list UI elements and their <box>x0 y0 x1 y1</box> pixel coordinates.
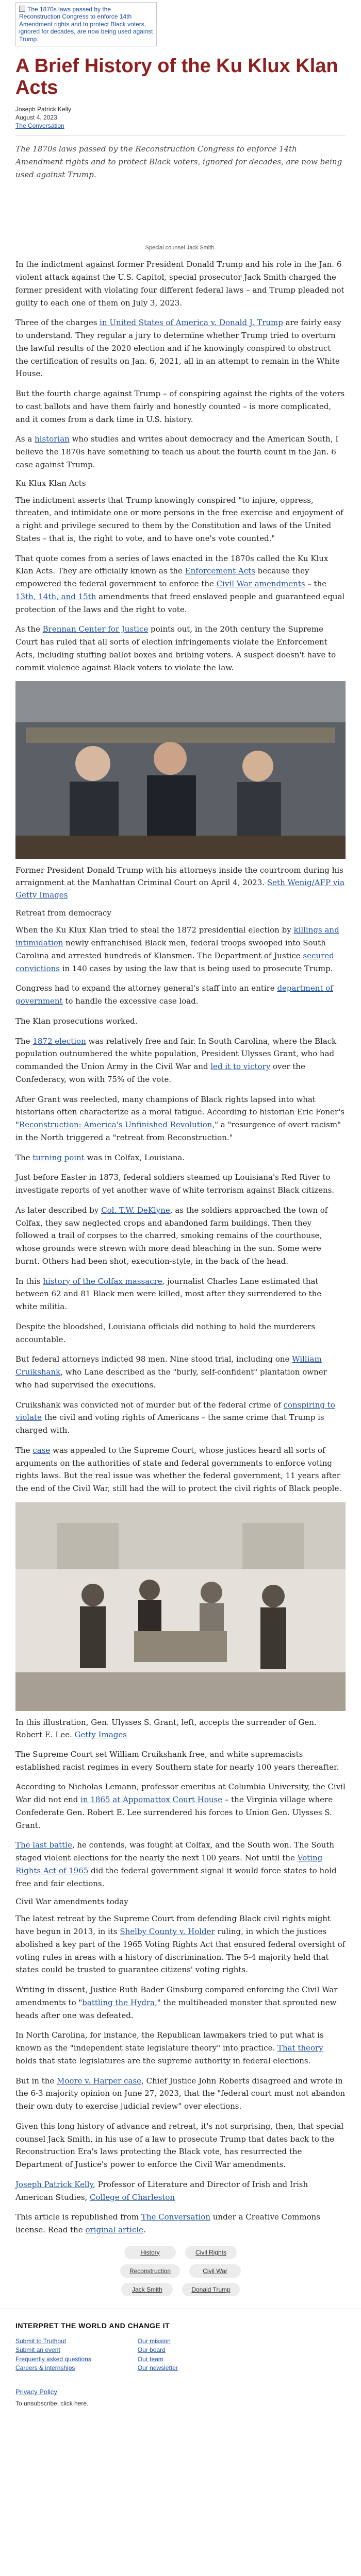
civil-war-amendments-link[interactable]: Civil War amendments <box>216 579 305 589</box>
paragraph: Three of the charges in United States of America v. Donald J. Trump are fairly easy to understand. They regular a jury to determine whether Trump tried to overturn the lawful results of the 2020 election and if he knowingly conspired to obstruct the certification of results on Jan. 6, 2021, all in an attempt to remain in the White House. <box>15 318 341 379</box>
footer-link-team[interactable]: Our team <box>137 2355 163 2363</box>
photo-caption: In this illustration, Gen. Ulysses S. Grant, left, accepts the surrender of Gen. Robert E. Lee. Getty Images <box>15 1717 317 1739</box>
paragraph: When the Ku Klux Klan tried to steal the 1872 presidential election by killings and intimidation newly enfranchised Black men, federal troops swooped into South Carolina and arrested hundreds of Klansmen. The Department of Justice secured convictions in 140 cases by using the law that is being used to prosecute Trump. <box>15 925 339 973</box>
section-heading: Civil War amendments today <box>15 1897 128 1907</box>
author-link[interactable]: Joseph Patrick Kelly <box>15 2179 93 2189</box>
tag-donald-trump[interactable]: Donald Trump <box>182 2283 239 2296</box>
paragraph: That quote comes from a series of laws enacted in the 1870s called the Ku Klux Klan Acts. They are officially known as the Enforcement Acts because they empowered the federal government to enforce the Civil War amendments – the 13th, 14th, and 15th amendments that freed enslaved people and guaranteed equal protection of the laws and the right to vote. <box>15 553 345 614</box>
paragraph: But in the Moore v. Harper case, Chief Justice John Roberts disagreed and wrote in the 6-3 majority opinion on June 27, 2023, that the "federal court must not abandon their own duty to exercise judicial review" over elections. <box>15 2076 346 2111</box>
publish-date: August 4, 2023 <box>15 113 57 121</box>
surrender-illustration <box>15 1502 346 1711</box>
deklyne-link[interactable]: Col. T.W. DeKlyne <box>101 1205 170 1215</box>
lede: The 1870s laws passed by the Reconstruction Congress to enforce 14th Amendment rights and to protect Black voters, ignored for decades, are now being used against Trump. <box>15 144 342 179</box>
tag-civil-rights[interactable]: Civil Rights <box>185 2246 237 2259</box>
paragraph: The indictment asserts that Trump knowingly conspired "to injure, oppress, threaten, and intimidate one or more persons in the free exercise and enjoyment of a right and privilege secured to them by the Constitution and laws of the United States – that is, the right to vote, and to have one's vote counted." <box>15 495 343 543</box>
election-1872-link[interactable]: 1872 election <box>32 1036 86 1046</box>
privacy-policy-link[interactable]: Privacy Policy <box>15 2388 57 2396</box>
photo-credit-link[interactable]: Getty Images <box>74 1730 127 1739</box>
case-link[interactable]: case <box>32 1445 51 1455</box>
section-heading: Ku Klux Klan Acts <box>15 478 86 488</box>
historian-link[interactable]: historian <box>35 434 70 444</box>
moore-harper-link[interactable]: Moore v. Harper case <box>57 2076 142 2086</box>
section-heading: Retreat from democracy <box>15 908 111 918</box>
footer-links <box>15 2337 346 2373</box>
article-container <box>15 0 346 2296</box>
footer-link-mission[interactable]: Our mission <box>137 2337 171 2345</box>
tag-jack-smith[interactable]: Jack Smith <box>121 2283 173 2296</box>
source-link[interactable]: The Conversation <box>15 122 64 129</box>
paragraph: According to Nicholas Lemann, professor emeritus at Columbia University, the Civil War did not end in 1865 at Appomattox Court House – the Virginia village where Confederate Gen. Robert E. Lee surrendered his forces to Union Gen. Ulysses S. Grant. <box>15 1782 346 1830</box>
paragraph: After Grant was reelected, many champions of Black rights lapsed into what historians often characterize as a moral fatigue. According to historian Eric Foner's "Reconstruction: America's Unfinished Revolution," a "resurgence of overt racism" in the North triggered a "retreat from Reconstruction." <box>15 1094 345 1142</box>
footer-link-submit[interactable]: Submit to Truthout <box>15 2337 67 2345</box>
cruikshank-link[interactable]: William Cruikshank <box>15 1354 322 1377</box>
paragraph: In this history of the Colfax massacre, journalist Charles Lane estimated that between 62 and 81 Black men were killed, most after they surrendered to the white militia. <box>15 1276 322 1312</box>
image-caption: Special counsel Jack Smith. <box>145 245 216 251</box>
turning-point-link[interactable]: turning point <box>32 1153 85 1162</box>
shelby-county-link[interactable]: Shelby County v. Holder <box>120 1927 215 1937</box>
paragraph: Given this long history of advance and retreat, it's not surprising, then, that special counsel Jack Smith, in his use of a law to prosecute Trump that dates back to the Reconstruction Era's laws protecting the Black vote, has resurrected the Department of Justice's power to enforce the Civil War amendments. <box>15 2121 344 2170</box>
paragraph: As a historian who studies and writes about democracy and the American South, I believe the 1870s have something to teach us about the fourth count in the Jan. 6 case against Trump. <box>15 434 339 469</box>
conspiring-link[interactable]: conspiring to violate <box>15 1400 335 1422</box>
indictment-link[interactable]: in United States of America v. Donald J. Trump <box>100 318 283 328</box>
photo-credit-link[interactable]: Seth Wenig/AFP via Getty Images <box>15 878 345 900</box>
voting-rights-act-link[interactable]: Voting Rights Act of 1965 <box>15 1853 323 1875</box>
amendments-link[interactable]: 13th, 14th, and 15th <box>15 591 96 601</box>
author-name: Joseph Patrick Kelly <box>15 105 72 113</box>
college-link[interactable]: College of Charleston <box>90 2192 175 2202</box>
paragraph: The turning point was in Colfax, Louisiana. <box>15 1153 185 1162</box>
paragraph: Cruikshank was convicted not of murder but of the federal crime of conspiring to violate the civil and voting rights of Americans – the same crime that Trump is charged with. <box>15 1400 335 1435</box>
paragraph: But federal attorneys indicted 98 men. Nine stood trial, including one William Cruikshank, who Lane described as the "burly, self-confident" plantation owner who had supervised the executions. <box>15 1354 327 1389</box>
convictions-link[interactable]: secured convictions <box>15 951 334 973</box>
footer-link-event[interactable]: Submit an event <box>15 2346 60 2354</box>
footer-link-careers[interactable]: Careers & internships <box>15 2364 75 2372</box>
colfax-history-link[interactable]: history of the Colfax massacre <box>43 1276 162 1286</box>
paragraph: Just before Easter in 1873, federal soldiers steamed up Louisiana's Red River to investigate reports of yet another wave of white terrorism against Black citizens. <box>15 1173 335 1195</box>
paragraph: In North Carolina, for instance, the Republican lawmakers tried to put what is known as the "independent state legislature theory" into practice. That theory holds that state legislatures are the supreme authority in federal elections. <box>15 2030 324 2065</box>
jack-smith-image <box>106 187 255 244</box>
header-image-placeholder <box>15 2 157 46</box>
courtroom-photo <box>15 681 346 859</box>
tag-civil-war[interactable]: Civil War <box>189 2264 241 2278</box>
paragraph: Writing in dissent, Justice Ruth Bader Ginsburg compared enforcing the Civil War amendments to "battling the Hydra," the multiheaded monster that sprouted new heads after one was defeated. <box>15 1985 338 2020</box>
tag-history[interactable]: History <box>124 2246 176 2259</box>
footer-link-newsletter[interactable]: Our newsletter <box>137 2364 178 2372</box>
paragraph: In the indictment against former President Donald Trump and his role in the Jan. 6 violent attack against the U.S. Capitol, special prosecutor Jack Smith charged the former president with violating four different federal laws – and Trump pleaded not guilty to each one of them on July 3, 2023. <box>15 260 344 308</box>
byline <box>15 105 346 130</box>
last-battle-link[interactable]: The last battle <box>15 1840 72 1850</box>
paragraph: The latest retreat by the Supreme Court from defending Black civil rights might have begun in 2013, in its Shelby County v. Holder ruling, in which the justices abolished a key part of the 1965 Voting Rights Act that ensured federal oversight of voting rules in areas with a history of discrimination. The 5-4 majority held that states could be trusted to guarantee citizens' voting rights. <box>15 1914 346 1975</box>
theory-link[interactable]: That theory <box>277 2043 323 2053</box>
broken-image-icon <box>19 6 25 12</box>
paragraph: The 1872 election was relatively free and fair. In South Carolina, where the Black population outnumbered the white population, President Ulysses Grant, who had commanded the Union Army in the Civil War and led it to victory over the Confederacy, won with 75% of the vote. <box>15 1036 337 1084</box>
paragraph: As the Brennan Center for Justice points out, in the 20th century the Supreme Court has ruled that all sorts of election infringements violate the Enforcement Acts, including stuffing ballot boxes and bribing voters. A suspect doesn't have to commit violence against Black voters to violate the law. <box>15 624 336 672</box>
republish-note: This article is republished from The Conversation under a Creative Commons license. Read the original article. <box>15 2212 320 2235</box>
victory-link[interactable]: led it to victory <box>210 1062 271 1072</box>
tag-list <box>95 2246 266 2296</box>
footer-link-faq[interactable]: Frequently asked questions <box>15 2355 91 2363</box>
killings-link[interactable]: killings and intimidation <box>15 925 339 948</box>
author-bio: Joseph Patrick Kelly, Professor of Literature and Director of Irish and Irish American Studies, College of Charleston <box>15 2179 308 2202</box>
photo-caption: Former President Donald Trump with his attorneys inside the courtroom during his arraignment at the Manhattan Criminal Court on April 4, 2023. Seth Wenig/AFP via Getty Images <box>15 866 345 900</box>
original-article-link[interactable]: original article <box>85 2225 144 2235</box>
footer-column <box>15 2337 91 2373</box>
page-title: A Brief History of the Ku Klux Klan Acts <box>15 55 338 98</box>
paragraph: But the fourth charge against Trump – of conspiring against the rights of the voters to cast ballots and have them fairly and honestly counted – is more complicated, and it comes from a dark time in U.S. history. <box>15 389 345 424</box>
department-link[interactable]: department of government <box>15 984 333 1006</box>
paragraph: The Klan prosecutions worked. <box>15 1016 138 1026</box>
appomattox-link[interactable]: in 1865 at Appomattox Court House <box>80 1795 223 1805</box>
paragraph: The last battle, he contends, was fought at Colfax, and the South won. The South staged violent elections for the nearly the next 100 years. Not until the Voting Rights Act of 1965 did the federal government signal it would force states to hold free and fair elections. <box>15 1840 337 1888</box>
paragraph: As later described by Col. T.W. DeKlyne, as the soldiers approached the town of Colfax, they saw neglected crops and abandoned farm buildings. Then they followed a trail of corpses to the charred, smoking remains of the courthouse, whose grounds were strewn with more dead bleaching in the sun. Some were burnt. Others had been shot, execution-style, in the back of the head. <box>15 1205 328 1266</box>
paragraph: The Supreme Court set William Cruikshank free, and white supremacists established racist regimes in every Southern state for nearly 100 years thereafter. <box>15 1749 339 1772</box>
header-image-alt: The 1870s laws passed by the Reconstruction Congress to enforce 14th Amendment rights and to protect Black voters, ignored for decades, are now being used against Trump. <box>19 6 153 43</box>
foner-book-link[interactable]: Reconstruction: America's Unfinished Revolution <box>19 1120 212 1130</box>
tag-reconstruction[interactable]: Reconstruction <box>120 2264 180 2278</box>
paragraph: The case was appealed to the Supreme Court, whose justices heard all sorts of arguments on the authorities of state and federal governments to enforce voting rights laws. But the real issue was whether the federal government, 11 years after the end of the Civil War, still had the will to protect the civil rights of Black people. <box>15 1445 342 1494</box>
footer-column <box>138 2337 178 2373</box>
paragraph: Despite the bloodshed, Louisiana officials did nothing to hold the murderers accountable. <box>15 1321 316 1344</box>
unsubscribe-note: To unsubscribe, click here. <box>15 2400 89 2408</box>
footer-bottom <box>0 2383 361 2414</box>
enforcement-acts-link[interactable]: Enforcement Acts <box>185 566 255 576</box>
brennan-center-link[interactable]: Brennan Center for Justice <box>42 624 149 634</box>
site-footer <box>0 2309 361 2383</box>
footer-slogan: INTERPRET THE WORLD AND CHANGE IT <box>15 2321 170 2330</box>
conversation-link[interactable]: The Conversation <box>141 2212 211 2222</box>
paragraph: Congress had to expand the attorney general's staff into an entire department of government to handle the excessive case load. <box>15 984 333 1006</box>
footer-link-board[interactable]: Our board <box>137 2346 166 2354</box>
hydra-link[interactable]: battling the Hydra <box>82 1997 155 2007</box>
